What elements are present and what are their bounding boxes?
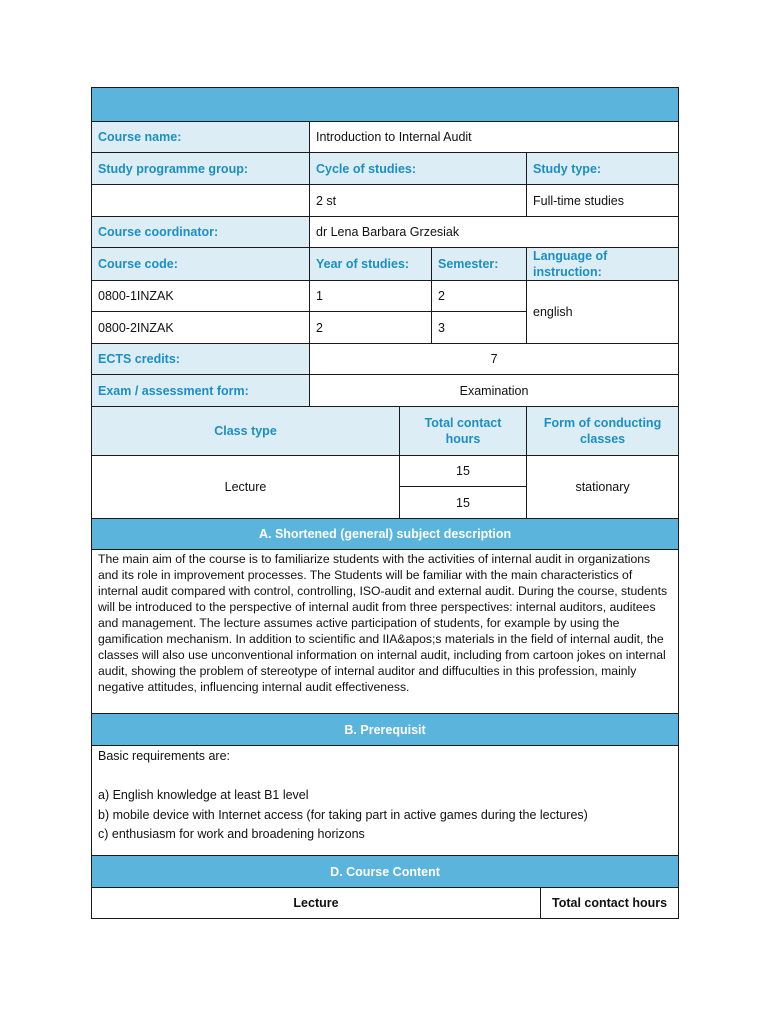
header-bar-row bbox=[92, 88, 679, 122]
study-labels-row bbox=[92, 153, 679, 185]
course-content-header-row bbox=[92, 888, 679, 919]
prerequisite-intro: Basic requirements are: bbox=[98, 749, 231, 763]
subject-description-text: The main aim of the course is to familiarize students with the activities of internal audit in organizations and its role in improvement processes. The Students will be familiar with the main characteristics of internal audit compared with control, controlling, ISO-audit and external audit. During the course, students will be introduced to the perspective of internal audit from three perspectives: internal auditors, auditees and management. The lecture assumes active participation of students, for example by using the gamification mechanism. In addition to scientific and IIA&apos;s materials in the field of internal audit, the classes will also use unconventional information on internal audit, including from cartoon jokes on internal audit, showing the problem of stereotype of internal auditor and diffuculties in this profession, mainly negative attitudes, influencing internal audit effectiveness. bbox=[92, 550, 679, 714]
course-name-label: Course name: bbox=[92, 122, 310, 153]
class-type-value: Lecture bbox=[92, 456, 400, 519]
prerequisite-item: b) mobile device with Internet access (for taking part in active games during the lectures) bbox=[98, 807, 588, 822]
section-b-title: B. Prerequisit bbox=[92, 714, 679, 746]
study-programme-group-value bbox=[92, 185, 310, 217]
prerequisite-item: c) enthusiasm for work and broadening horizons bbox=[98, 827, 365, 841]
course-coordinator-label: Course coordinator: bbox=[92, 217, 310, 248]
class-header-row bbox=[92, 407, 679, 456]
year-value: 2 bbox=[310, 312, 432, 344]
study-values-row bbox=[92, 185, 679, 217]
study-type-value: Full-time studies bbox=[527, 185, 679, 217]
contact-hours-value: 15 bbox=[400, 487, 527, 519]
header-bar bbox=[92, 88, 679, 122]
language-label: Language of instruction: bbox=[527, 248, 679, 281]
coordinator-row bbox=[92, 217, 679, 248]
year-of-studies-label: Year of studies: bbox=[310, 248, 432, 281]
study-type-label: Study type: bbox=[527, 153, 679, 185]
course-name-row bbox=[92, 122, 679, 153]
prerequisite-spacer bbox=[98, 768, 672, 788]
prerequisites-list bbox=[92, 746, 679, 856]
semester-label: Semester: bbox=[432, 248, 527, 281]
section-a-body-row bbox=[92, 550, 679, 714]
code-labels-row bbox=[92, 248, 679, 281]
class-type-label: Class type bbox=[92, 407, 400, 456]
code-row-1 bbox=[92, 281, 679, 312]
course-content-lecture-header: Lecture bbox=[92, 888, 541, 919]
course-code-label: Course code: bbox=[92, 248, 310, 281]
cycle-of-studies-label: Cycle of studies: bbox=[310, 153, 527, 185]
cycle-of-studies-value: 2 st bbox=[310, 185, 527, 217]
ects-row bbox=[92, 344, 679, 375]
exam-form-value: Examination bbox=[310, 375, 679, 407]
class-row-1 bbox=[92, 456, 679, 487]
form-of-classes-label: Form of conducting classes bbox=[527, 407, 679, 456]
section-a-header-row bbox=[92, 519, 679, 550]
semester-value: 2 bbox=[432, 281, 527, 312]
form-of-classes-value: stationary bbox=[527, 456, 679, 519]
study-programme-group-label: Study programme group: bbox=[92, 153, 310, 185]
semester-value: 3 bbox=[432, 312, 527, 344]
ects-credits-value: 7 bbox=[310, 344, 679, 375]
prerequisite-item: a) English knowledge at least B1 level bbox=[98, 788, 309, 802]
exam-form-label: Exam / assessment form: bbox=[92, 375, 310, 407]
ects-credits-label: ECTS credits: bbox=[92, 344, 310, 375]
section-d-header-row bbox=[92, 856, 679, 888]
exam-row bbox=[92, 375, 679, 407]
language-value: english bbox=[527, 281, 679, 344]
course-coordinator-value: dr Lena Barbara Grzesiak bbox=[310, 217, 679, 248]
section-d-title: D. Course Content bbox=[92, 856, 679, 888]
section-a-title: A. Shortened (general) subject description bbox=[92, 519, 679, 550]
contact-hours-value: 15 bbox=[400, 456, 527, 487]
section-b-body-row bbox=[92, 746, 679, 856]
course-code-value: 0800-2INZAK bbox=[92, 312, 310, 344]
course-name-value: Introduction to Internal Audit bbox=[310, 122, 679, 153]
course-code-value: 0800-1INZAK bbox=[92, 281, 310, 312]
total-contact-hours-label: Total contact hours bbox=[400, 407, 527, 456]
syllabus-table bbox=[91, 87, 679, 919]
section-b-header-row bbox=[92, 714, 679, 746]
course-content-hours-header: Total contact hours bbox=[541, 888, 679, 919]
year-value: 1 bbox=[310, 281, 432, 312]
